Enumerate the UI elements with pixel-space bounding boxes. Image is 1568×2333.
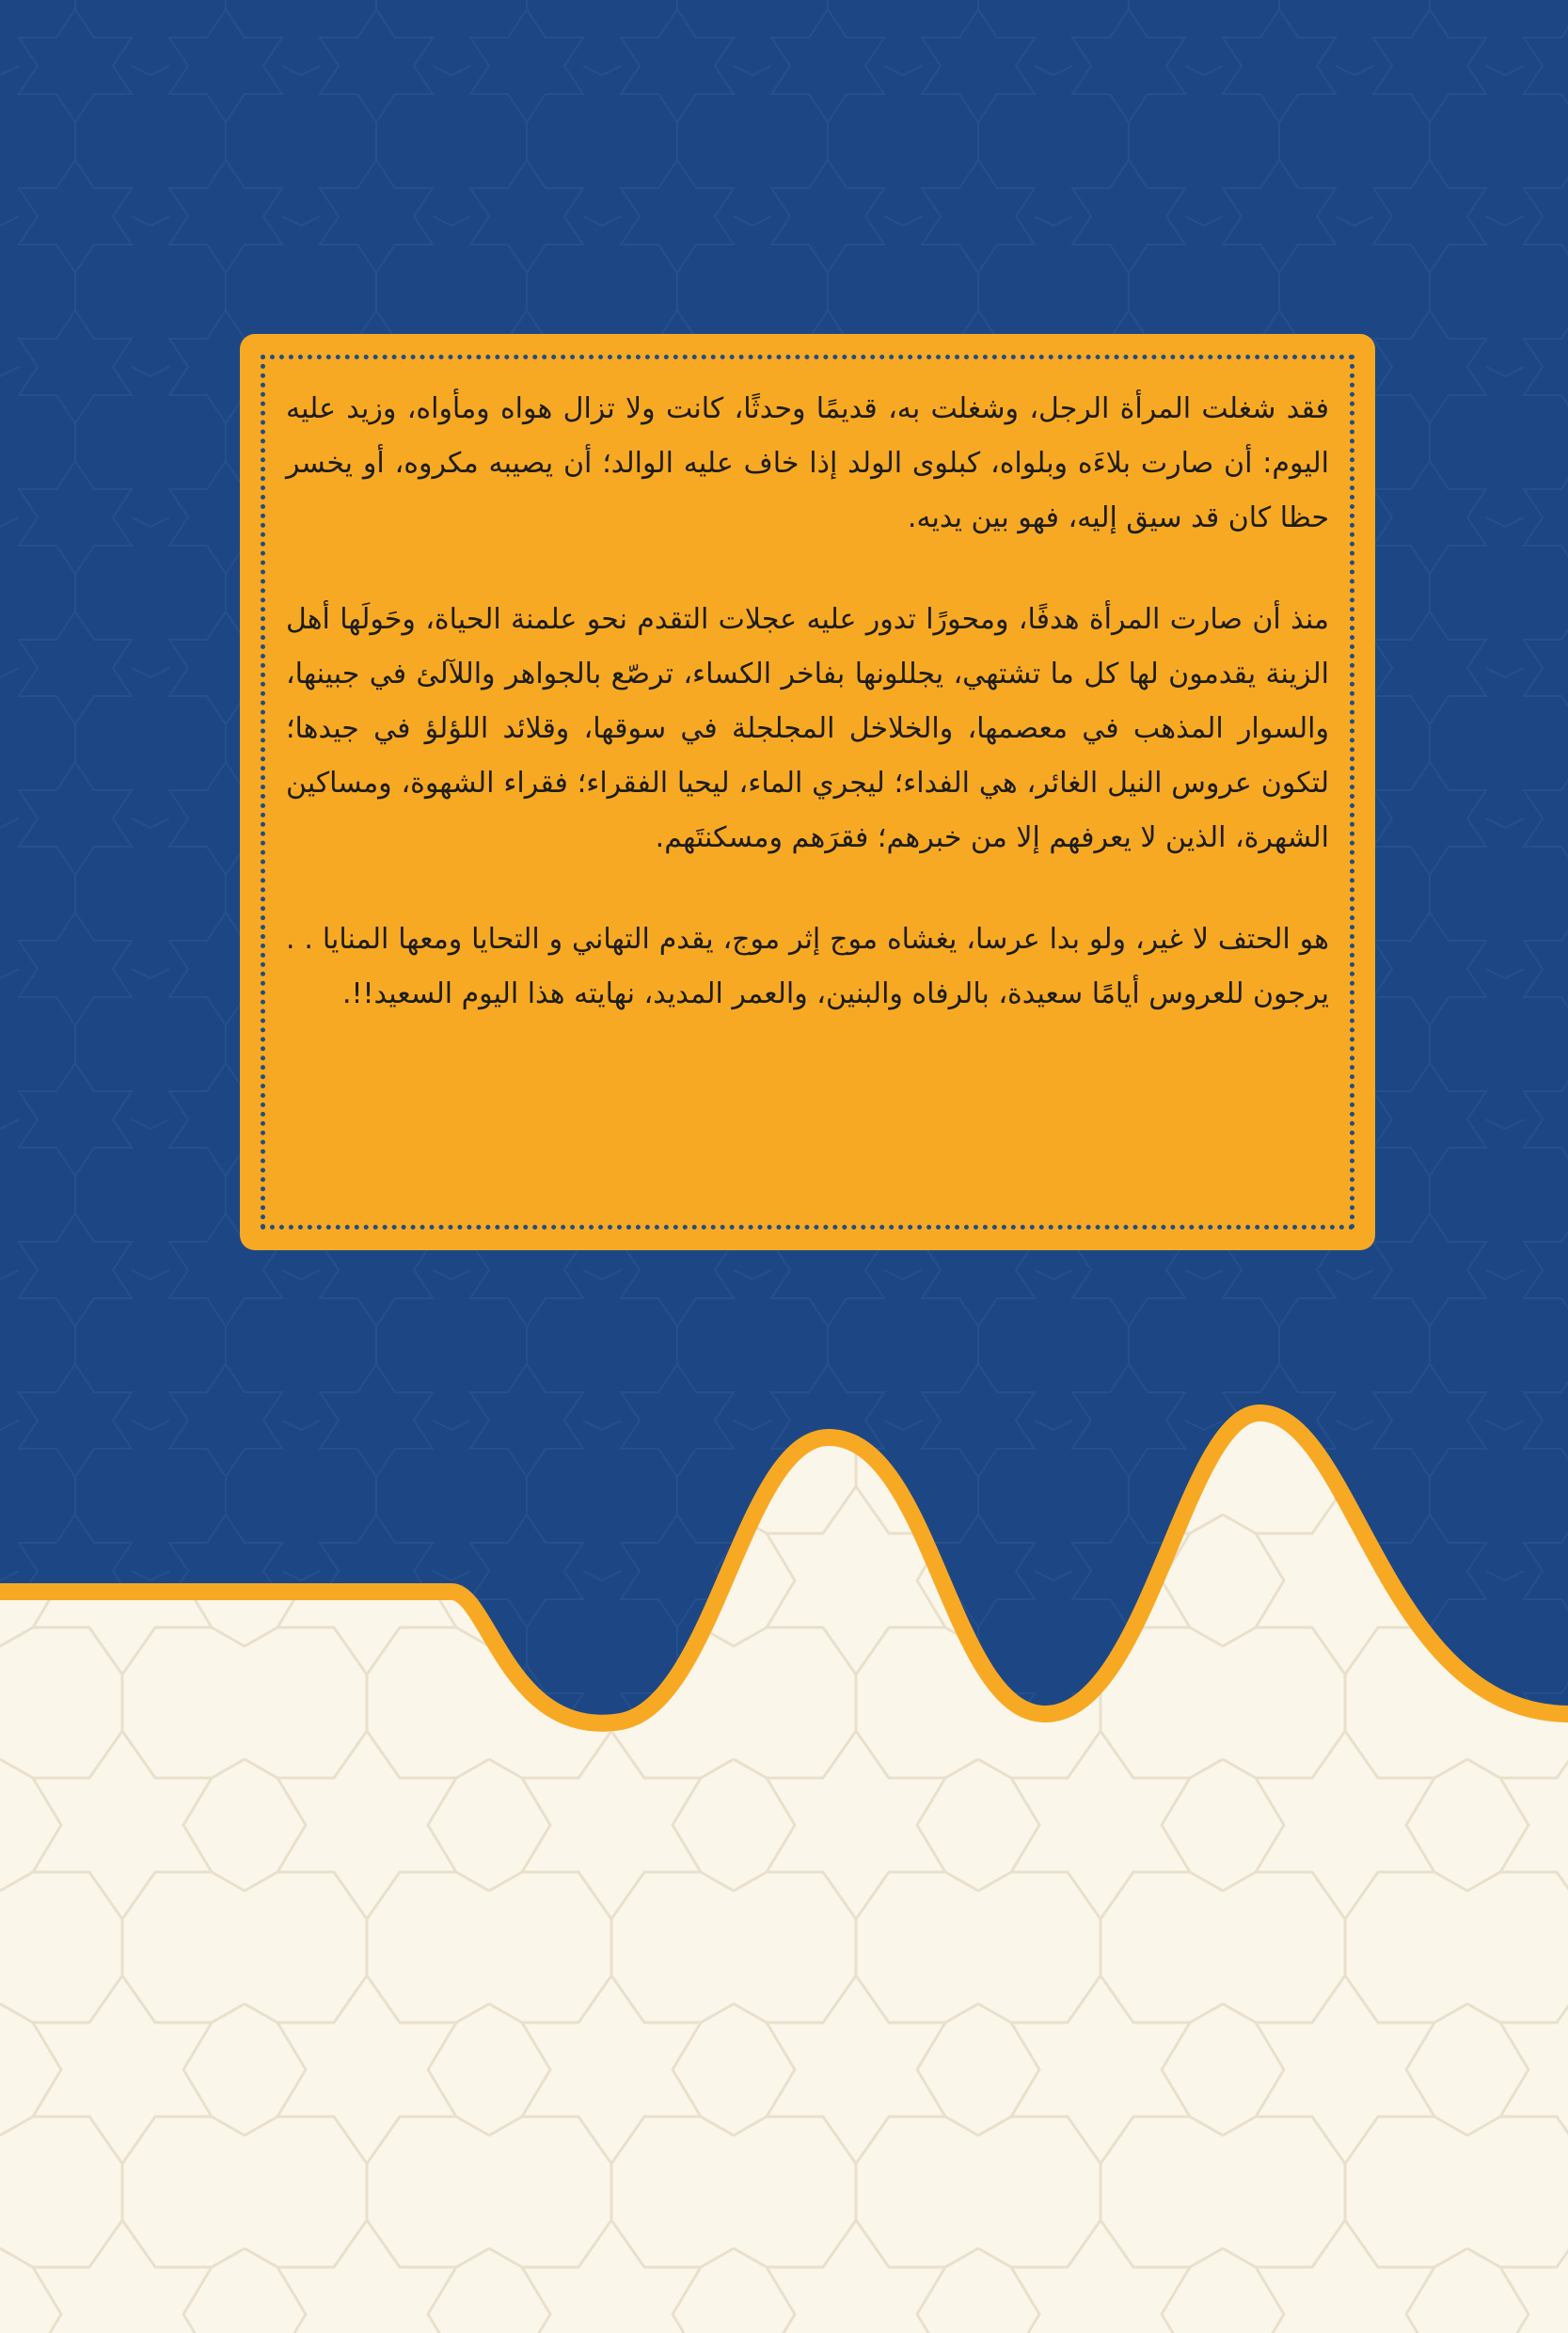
paragraph-1: فقد شغلت المرأة الرجل، وشغلت به، قديمًا وحدثًا، كانت ولا تزال هواه ومأواه، وزيد عليه اليوم: أن صارت بلاءَه وبلواه، كبلوى الولد إذا خاف عليه الوالد؛ أن يصيبه مكروه، أو يخسر حظا كان قد سيق إليه، فهو بين يديه. <box>286 392 1329 534</box>
paragraph-3: هو الحتف لا غير، ولو بدا عرسا، يغشاه موج إثر موج، يقدم التهاني و التحايا ومعها المنايا . . يرجون للعروس أيامًا سعيدة، بالرفاه والبنين، والعمر المديد، نهايته هذا اليوم السعيد!!. <box>286 923 1329 1010</box>
text-panel <box>240 334 1375 1250</box>
dotted-frame <box>261 355 1354 1230</box>
paragraph-2: منذ أن صارت المرأة هدفًا، ومحورًا تدور عليه عجلات التقدم نحو علمنة الحياة، وحَولَها أهل الزينة يقدمون لها كل ما تشتهي، يجللونها بفاخر الكساء، ترصّع بالجواهر واللآلئ في جبينها، والسوار المذهب في معصمها، والخلاخل المجلجلة في سوقها، وقلائد اللؤلؤ في جيدها؛ لتكون عروس النيل الغائر، هي الفداء؛ ليجري الماء، ليحيا الفقراء؛ فقراء الشهوة، ومساكين الشهرة، الذين لا يعرفهم إلا من خبرهم؛ فقرَهم ومسكنتَهم. <box>286 603 1329 854</box>
